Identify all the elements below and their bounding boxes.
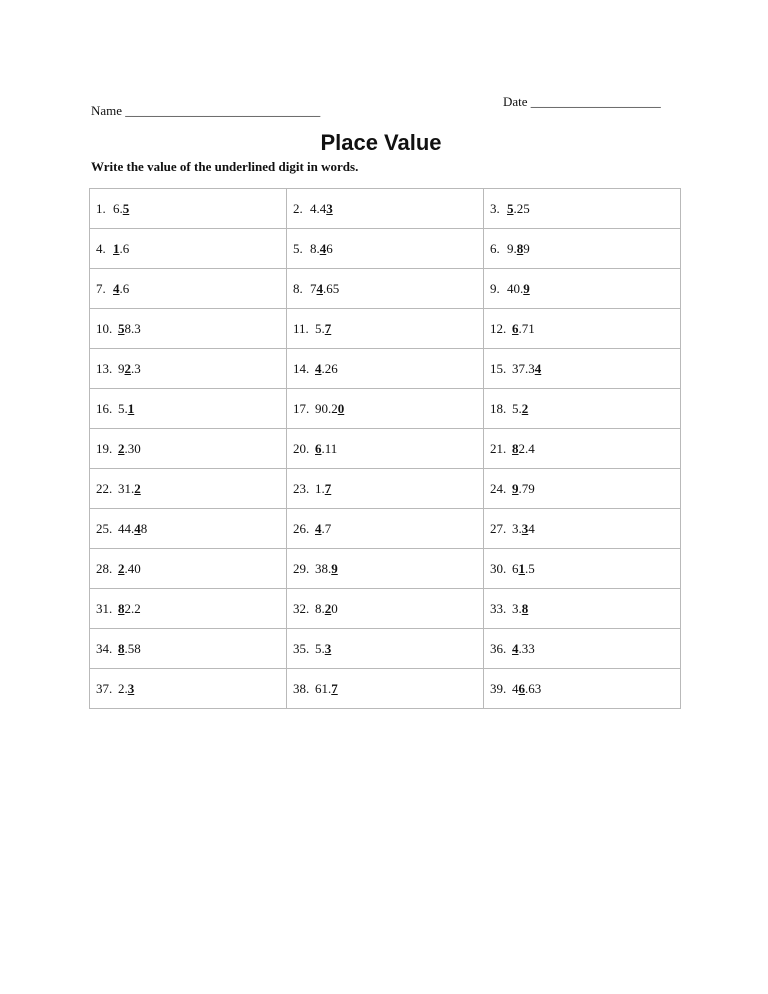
problem-value: [315, 681, 338, 696]
problem-number: 22.: [96, 480, 113, 496]
value-before-digit: 6: [512, 560, 519, 576]
underlined-digit: 6: [315, 440, 322, 456]
problem-cell: [90, 589, 287, 629]
worksheet-title: Place Value: [320, 130, 442, 155]
problem-value: [113, 281, 129, 296]
problem-number: 38.: [293, 680, 310, 696]
problem-number: 35.: [293, 640, 310, 656]
table-row: [90, 429, 681, 469]
problem-value: [315, 361, 338, 376]
underlined-digit: 4: [319, 240, 327, 256]
table-row: [90, 469, 681, 509]
value-after-digit: .6: [119, 280, 130, 296]
problem-cell: [90, 429, 287, 469]
value-after-digit: .6: [119, 240, 130, 256]
underlined-digit: 1: [113, 240, 120, 256]
problem-number: 39.: [490, 680, 507, 696]
problem-value: [118, 481, 141, 496]
value-before-digit: 31.: [118, 480, 135, 496]
problem-cell: [90, 229, 287, 269]
underlined-digit: 6: [518, 680, 525, 696]
underlined-digit: 7: [324, 480, 332, 496]
table-row: [90, 549, 681, 589]
underlined-digit: 8: [521, 600, 529, 616]
value-after-digit: .58: [124, 640, 141, 656]
value-after-digit: 2.4: [518, 440, 535, 456]
table-row: [90, 229, 681, 269]
problem-number: 16.: [96, 400, 113, 416]
problem-number: 3.: [490, 200, 500, 216]
underlined-digit: 7: [331, 680, 338, 696]
value-after-digit: .33: [518, 640, 535, 656]
problem-number: 29.: [293, 560, 310, 576]
problem-number: 15.: [490, 360, 507, 376]
problem-number: 20.: [293, 440, 310, 456]
value-before-digit: 5.: [315, 640, 325, 656]
problem-number: 21.: [490, 440, 507, 456]
value-before-digit: 9.: [507, 240, 517, 256]
value-after-digit: .65: [323, 280, 340, 296]
underlined-digit: 9: [523, 280, 530, 296]
problem-cell: [287, 269, 484, 309]
problem-cell: [484, 589, 681, 629]
underlined-digit: 4: [512, 640, 519, 656]
problem-value: [315, 321, 331, 336]
problem-number: 12.: [490, 320, 507, 336]
problem-cell: [90, 509, 287, 549]
value-before-digit: 5.: [512, 400, 522, 416]
value-before-digit: 38.: [315, 560, 332, 576]
problem-cell: [484, 549, 681, 589]
problem-value: [315, 641, 331, 656]
table-row: [90, 589, 681, 629]
value-before-digit: 37.3: [512, 360, 535, 376]
underlined-digit: 9: [512, 480, 519, 496]
table-row: [90, 509, 681, 549]
underlined-digit: 0: [337, 400, 345, 416]
underlined-digit: 8: [512, 440, 519, 456]
instructions: Write the value of the underlined digit in words.: [91, 159, 359, 174]
value-before-digit: 5.: [315, 320, 325, 336]
name-label: Name: [91, 103, 123, 118]
underlined-digit: 2: [118, 440, 125, 456]
value-before-digit: 1.: [315, 480, 325, 496]
underlined-digit: 5: [118, 320, 125, 336]
value-before-digit: 90.2: [315, 400, 338, 416]
underlined-digit: 2: [124, 360, 131, 376]
problem-cell: [90, 549, 287, 589]
underlined-digit: 8: [516, 240, 524, 256]
problem-value: [118, 681, 134, 696]
name-blank[interactable]: ______________________________: [125, 103, 321, 118]
problem-value: [118, 601, 141, 616]
problem-cell: [90, 389, 287, 429]
problem-number: 4.: [96, 240, 106, 256]
value-before-digit: 2.: [118, 680, 128, 696]
value-after-digit: 8: [140, 520, 148, 536]
problem-cell: [484, 629, 681, 669]
underlined-digit: 4: [316, 280, 323, 296]
problem-value: [310, 201, 333, 216]
problem-cell: [90, 629, 287, 669]
problem-value: [118, 641, 141, 656]
problem-value: [118, 441, 141, 456]
value-before-digit: 40.: [507, 280, 524, 296]
value-after-digit: 6: [326, 240, 333, 256]
problem-value: [118, 521, 147, 536]
value-after-digit: .40: [124, 560, 141, 576]
problem-number: 33.: [490, 600, 507, 616]
problem-cell: [90, 189, 287, 229]
problem-value: [512, 641, 535, 656]
problem-number: 23.: [293, 480, 310, 496]
underlined-digit: 3: [127, 680, 135, 696]
problem-cell: [484, 189, 681, 229]
table-row: [90, 189, 681, 229]
underlined-digit: 8: [118, 600, 125, 616]
value-before-digit: 8.: [315, 600, 325, 616]
problem-number: 30.: [490, 560, 507, 576]
problem-cell: [287, 389, 484, 429]
problem-number: 28.: [96, 560, 113, 576]
underlined-digit: 6: [512, 320, 519, 336]
problem-value: [310, 241, 333, 256]
date-field[interactable]: [503, 94, 661, 110]
problem-cell: [287, 309, 484, 349]
underlined-digit: 4: [534, 360, 542, 376]
underlined-digit: 4: [315, 360, 322, 376]
problem-number: 17.: [293, 400, 310, 416]
underlined-digit: 1: [127, 400, 135, 416]
value-after-digit: .11: [321, 440, 338, 456]
value-before-digit: 4.4: [310, 200, 327, 216]
table-row: [90, 669, 681, 709]
problem-value: [113, 241, 129, 256]
problem-cell: [484, 469, 681, 509]
underlined-digit: 4: [315, 520, 322, 536]
problem-cell: [484, 669, 681, 709]
problem-value: [512, 441, 535, 456]
problem-value: [315, 481, 331, 496]
problem-number: 32.: [293, 600, 310, 616]
value-before-digit: 4: [512, 680, 519, 696]
underlined-digit: 2: [118, 560, 125, 576]
problem-value: [507, 241, 530, 256]
problem-value: [118, 321, 141, 336]
value-after-digit: .30: [124, 440, 141, 456]
problem-number: 25.: [96, 520, 113, 536]
problem-value: [315, 441, 337, 456]
value-before-digit: 7: [310, 280, 317, 296]
problem-number: 1.: [96, 200, 106, 216]
problem-number: 2.: [293, 200, 303, 216]
problem-value: [512, 521, 535, 536]
underlined-digit: 4: [134, 520, 141, 536]
problem-number: 10.: [96, 320, 113, 336]
problem-value: [512, 321, 535, 336]
value-after-digit: .25: [513, 200, 530, 216]
problem-cell: [90, 469, 287, 509]
problem-number: 31.: [96, 600, 113, 616]
date-label: Date: [503, 94, 528, 109]
value-before-digit: 8.: [310, 240, 320, 256]
value-before-digit: 6.: [113, 200, 123, 216]
problem-value: [118, 361, 141, 376]
problem-value: [512, 561, 535, 576]
underlined-digit: 2: [521, 400, 529, 416]
value-before-digit: 5.: [118, 400, 128, 416]
problem-cell: [90, 269, 287, 309]
problem-number: 24.: [490, 480, 507, 496]
value-before-digit: 61.: [315, 680, 332, 696]
date-blank[interactable]: ____________________: [530, 94, 661, 109]
underlined-digit: 3: [324, 640, 332, 656]
underlined-digit: 2: [134, 480, 141, 496]
value-after-digit: 2.2: [124, 600, 141, 616]
problem-value: [507, 201, 530, 216]
problem-value: [512, 601, 528, 616]
problem-number: 19.: [96, 440, 113, 456]
value-after-digit: .3: [131, 360, 141, 376]
value-before-digit: 9: [118, 360, 125, 376]
problem-grid: [89, 188, 681, 709]
problem-number: 9.: [490, 280, 500, 296]
problem-number: 6.: [490, 240, 500, 256]
value-after-digit: .71: [518, 320, 535, 336]
problem-number: 36.: [490, 640, 507, 656]
problem-cell: [287, 629, 484, 669]
value-after-digit: 4: [528, 520, 535, 536]
problem-cell: [287, 669, 484, 709]
problem-value: [113, 201, 129, 216]
problem-cell: [90, 349, 287, 389]
value-after-digit: .5: [525, 560, 535, 576]
value-after-digit: .26: [321, 360, 338, 376]
underlined-digit: 5: [507, 200, 514, 216]
value-after-digit: 9: [523, 240, 530, 256]
problem-cell: [287, 349, 484, 389]
problem-value: [507, 281, 530, 296]
value-after-digit: .7: [321, 520, 332, 536]
problem-number: 13.: [96, 360, 113, 376]
table-row: [90, 389, 681, 429]
underlined-digit: 3: [521, 520, 529, 536]
table-row: [90, 629, 681, 669]
problem-cell: [484, 429, 681, 469]
table-row: [90, 269, 681, 309]
problem-number: 37.: [96, 680, 113, 696]
problem-value: [118, 561, 141, 576]
value-after-digit: .63: [525, 680, 542, 696]
problem-value: [310, 281, 339, 296]
problem-cell: [484, 349, 681, 389]
problem-cell: [287, 509, 484, 549]
problem-value: [512, 681, 541, 696]
problem-cell: [90, 669, 287, 709]
problem-cell: [287, 469, 484, 509]
problem-number: 27.: [490, 520, 507, 536]
underlined-digit: 5: [122, 200, 130, 216]
underlined-digit: 9: [331, 560, 338, 576]
underlined-digit: 2: [324, 600, 332, 616]
problem-number: 7.: [96, 280, 106, 296]
problem-cell: [90, 309, 287, 349]
underlined-digit: 4: [113, 280, 120, 296]
underlined-digit: 3: [326, 200, 333, 216]
worksheet-title-wrap: [0, 130, 768, 156]
problem-cell: [287, 589, 484, 629]
value-before-digit: 3.: [512, 520, 522, 536]
problem-number: 8.: [293, 280, 303, 296]
problem-cell: [484, 389, 681, 429]
problem-value: [315, 401, 344, 416]
problem-value: [512, 481, 535, 496]
problem-cell: [287, 429, 484, 469]
problem-number: 11.: [293, 320, 309, 336]
problem-cell: [287, 229, 484, 269]
problem-value: [315, 601, 338, 616]
underlined-digit: 7: [324, 320, 332, 336]
problem-value: [118, 401, 134, 416]
problem-cell: [484, 229, 681, 269]
problem-cell: [287, 189, 484, 229]
value-after-digit: 0: [331, 600, 338, 616]
problem-number: 14.: [293, 360, 310, 376]
problem-cell: [484, 309, 681, 349]
problem-number: 34.: [96, 640, 113, 656]
problem-value: [315, 561, 338, 576]
value-before-digit: 3.: [512, 600, 522, 616]
problem-number: 18.: [490, 400, 507, 416]
problem-value: [512, 361, 541, 376]
underlined-digit: 1: [518, 560, 525, 576]
value-after-digit: 8.3: [124, 320, 141, 336]
problem-cell: [287, 549, 484, 589]
name-field[interactable]: [91, 103, 320, 119]
table-row: [90, 309, 681, 349]
table-row: [90, 349, 681, 389]
problem-value: [512, 401, 528, 416]
problem-cell: [484, 509, 681, 549]
problem-cell: [484, 269, 681, 309]
problem-number: 5.: [293, 240, 303, 256]
problem-value: [315, 521, 331, 536]
value-after-digit: .79: [518, 480, 535, 496]
underlined-digit: 8: [118, 640, 125, 656]
value-before-digit: 44.: [118, 520, 135, 536]
problem-number: 26.: [293, 520, 310, 536]
